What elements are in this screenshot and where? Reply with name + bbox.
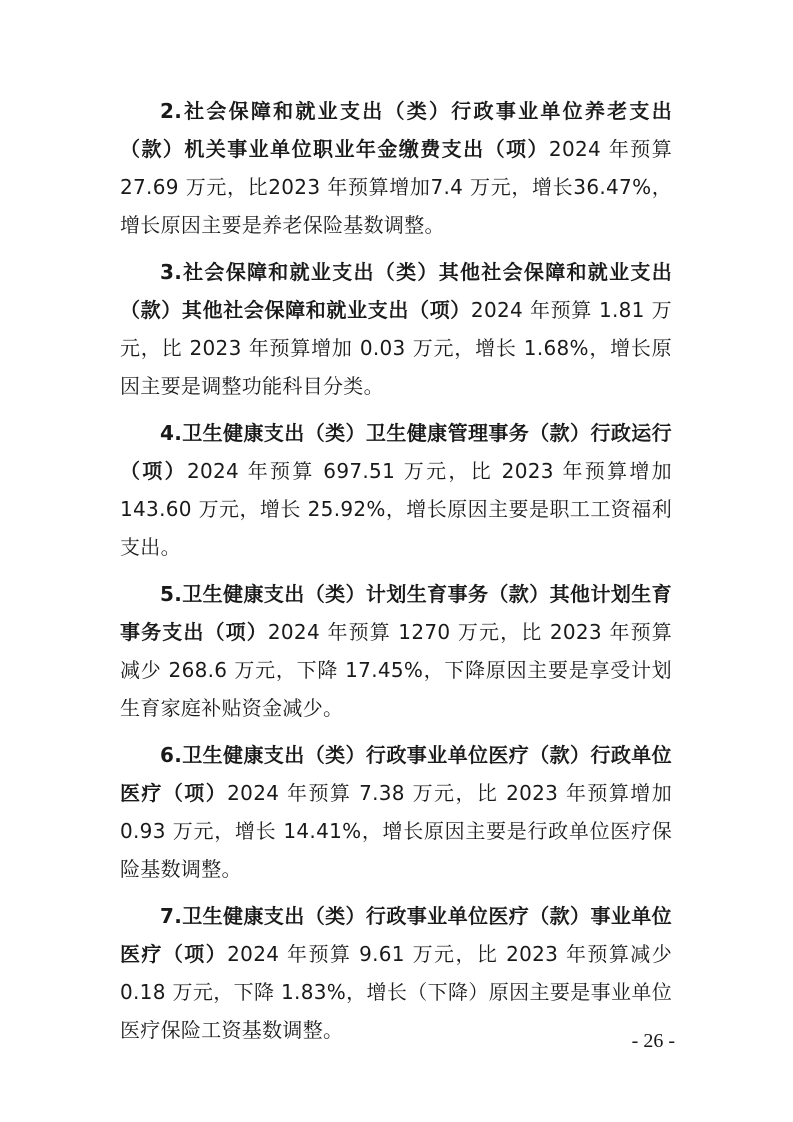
paragraph-text: 2024 年预算 1270 万元，比 2023 年预算减少 268.6 万元，下降 17.45%，下降原因主要是享受计划生育家庭补贴资金减少。	[120, 620, 672, 720]
page-number: - 26 -	[631, 1030, 675, 1052]
paragraph-item-7	[120, 897, 672, 1049]
paragraph-item-2	[120, 92, 672, 244]
paragraph-item-6	[120, 736, 672, 888]
paragraph-heading: 7.卫生健康支出（类）行政事业单位医疗（款）事业单位医疗（项）	[120, 904, 672, 966]
paragraph-heading: 4.卫生健康支出（类）卫生健康管理事务（款）行政运行（项）	[120, 421, 672, 483]
paragraph-text: 2024 年预算 7.38 万元，比 2023 年预算增加 0.93 万元，增长 14.41%，增长原因主要是行政单位医疗保险基数调整。	[120, 781, 672, 881]
paragraph-item-3	[120, 253, 672, 405]
paragraph-heading: 3.社会保障和就业支出（类）其他社会保障和就业支出（款）其他社会保障和就业支出（项）	[120, 260, 672, 322]
paragraph-heading: 2.社会保障和就业支出（类）行政事业单位养老支出（款）机关事业单位职业年金缴费支出（项）	[120, 99, 672, 161]
paragraph-heading: 5.卫生健康支出（类）计划生育事务（款）其他计划生育事务支出（项）	[120, 582, 672, 644]
paragraph-heading: 6.卫生健康支出（类）行政事业单位医疗（款）行政单位医疗（项）	[120, 743, 672, 805]
paragraph-text: 2024 年预算27.69 万元，比2023 年预算增加7.4 万元，增长36.47%，增长原因主要是养老保险基数调整。	[120, 137, 673, 237]
document-body	[120, 92, 672, 1058]
paragraph-item-4	[120, 414, 672, 566]
paragraph-item-5	[120, 575, 672, 727]
paragraph-text: 2024 年预算 697.51 万元，比 2023 年预算增加 143.60 万元，增长 25.92%，增长原因主要是职工工资福利支出。	[120, 459, 672, 559]
paragraph-text: 2024 年预算 9.61 万元，比 2023 年预算减少 0.18 万元，下降 1.83%，增长（下降）原因主要是事业单位医疗保险工资基数调整。	[120, 942, 672, 1042]
paragraph-text: 2024 年预算 1.81 万元，比 2023 年预算增加 0.03 万元，增长 1.68%，增长原因主要是调整功能科目分类。	[120, 298, 672, 398]
